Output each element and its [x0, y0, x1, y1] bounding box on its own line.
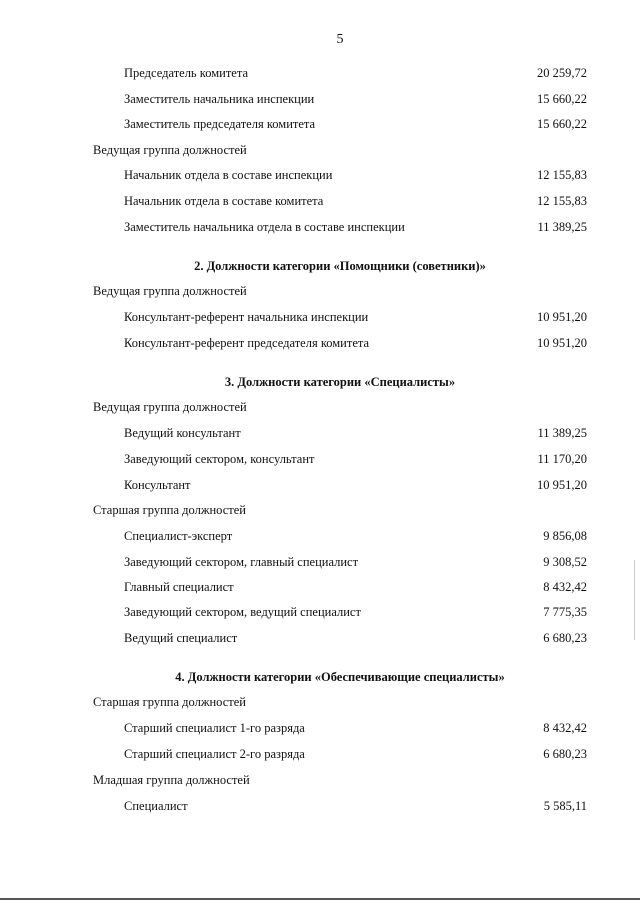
salary-amount: 8 432,42 — [543, 580, 587, 594]
group-label: Ведущая группа должностей — [93, 284, 247, 298]
table-row — [0, 603, 640, 621]
salary-amount: 5 585,11 — [543, 799, 587, 813]
group-label: Младшая группа должностей — [93, 773, 250, 787]
salary-amount: 6 680,23 — [543, 747, 587, 761]
table-row — [0, 629, 640, 647]
position-name: Заместитель председателя комитета — [124, 117, 316, 131]
table-row — [0, 424, 640, 442]
position-name: Заведующий сектором, главный специалист — [124, 555, 359, 569]
salary-amount: 11 170,20 — [537, 452, 587, 466]
position-name: Консультант-референт председателя комитета — [124, 336, 370, 350]
table-row — [0, 334, 640, 352]
position-name: Консультант-референт начальника инспекции — [124, 310, 369, 324]
table-row — [0, 797, 640, 815]
salary-amount: 11 389,25 — [537, 220, 587, 234]
group-label: Старшая группа должностей — [93, 695, 246, 709]
salary-amount: 10 951,20 — [537, 310, 587, 324]
position-name: Специалист — [124, 799, 188, 813]
position-name: Старший специалист 1-го разряда — [124, 721, 305, 735]
group-label: Ведущая группа должностей — [93, 400, 247, 414]
salary-amount: 6 680,23 — [543, 631, 587, 645]
table-row — [0, 308, 640, 326]
salary-amount: 11 389,25 — [537, 426, 587, 440]
salary-amount: 12 155,83 — [537, 194, 587, 208]
table-row — [0, 64, 640, 82]
table-row — [0, 166, 640, 184]
page-bottom-edge — [0, 898, 640, 900]
scan-edge-artifact — [634, 560, 635, 640]
group-label: Старшая группа должностей — [93, 503, 246, 517]
salary-amount: 9 308,52 — [543, 555, 587, 569]
position-name: Заместитель начальника отдела в составе инспекции — [124, 220, 405, 234]
group-label: Ведущая группа должностей — [93, 143, 247, 157]
table-row — [0, 115, 640, 133]
table-row — [0, 578, 640, 596]
position-name: Ведущий консультант — [124, 426, 241, 440]
section-heading: 3. Должности категории «Специалисты» — [224, 375, 456, 389]
position-name: Председатель комитета — [124, 66, 248, 80]
page-number: 5 — [336, 32, 344, 47]
table-row — [0, 553, 640, 571]
table-row — [0, 90, 640, 108]
position-name: Ведущий специалист — [124, 631, 238, 645]
position-name: Старший специалист 2-го разряда — [124, 747, 305, 761]
salary-amount: 12 155,83 — [537, 168, 587, 182]
position-name: Заведующий сектором, консультант — [124, 452, 315, 466]
table-row — [0, 745, 640, 763]
salary-amount: 15 660,22 — [537, 117, 587, 131]
table-row — [0, 450, 640, 468]
table-row — [0, 527, 640, 545]
salary-amount: 10 951,20 — [537, 336, 587, 350]
position-name: Специалист-эксперт — [124, 529, 233, 543]
table-row — [0, 476, 640, 494]
salary-amount: 15 660,22 — [537, 92, 587, 106]
table-row — [0, 719, 640, 737]
position-name: Начальник отдела в составе комитета — [124, 194, 324, 208]
salary-amount: 9 856,08 — [543, 529, 587, 543]
table-row — [0, 218, 640, 236]
position-name: Заместитель начальника инспекции — [124, 92, 315, 106]
section-heading: 4. Должности категории «Обеспечивающие специалисты» — [175, 670, 505, 684]
salary-amount: 20 259,72 — [537, 66, 587, 80]
position-name: Главный специалист — [124, 580, 234, 594]
section-heading: 2. Должности категории «Помощники (советники)» — [194, 259, 486, 273]
salary-amount: 8 432,42 — [543, 721, 587, 735]
table-row — [0, 192, 640, 210]
salary-amount: 10 951,20 — [537, 478, 587, 492]
position-name: Заведующий сектором, ведущий специалист — [124, 605, 361, 619]
position-name: Консультант — [124, 478, 191, 492]
position-name: Начальник отдела в составе инспекции — [124, 168, 333, 182]
salary-amount: 7 775,35 — [543, 605, 587, 619]
